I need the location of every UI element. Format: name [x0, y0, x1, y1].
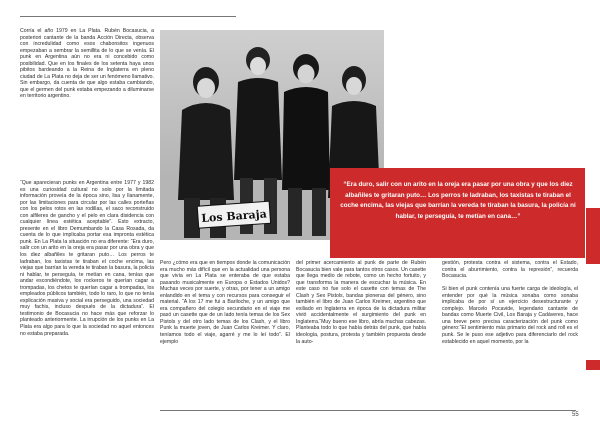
article-col1-bottom: “Que aparecieran punks en Argentina entre 1977 y 1982 es una curiosidad cultural no solo por la limitada información proveía de la época sino, lisa y llanamente, por las limitaciones para circular por las calles porteñas con los pelos rotos en las rodillas, el saco reconstruido con alfileres de gancho y el pelo en clara disidencia con cualquier línea estética aceptable”. Esto extracto, presente en el libro Demumbando la Casa Rosada, da cuenta de lo que implicaba portar esa impronta estética punk. En La Plata la situación no era diferente: “Era duro, salir con un arito en la oreja era pasar por una obra y que los diez albañiles te gritaran puto… Los perros te ladraban, los taxistas te tiraban el coche encima, las viejas que barrían la vereda te tiraban la basura, la policía ni hablar, te perseguía, te metían en cana, tenías que andar escondiéndote, los rockeros te querían cagar a trompadas, los chetos te querían cagar a trompadas, los empleados públicos también, todo lo raro, lo que no tenía explicación masiva y social era perseguido, una sociedad muy fachis, incluso después de la dictadura”. El testimonio de Bocasucia no hace más que reforzar lo planteado anteriormente. La irrupción de los punks en La Plata era algo para lo que la sociedad no aquel entonces no estaba preparada.	[20, 180, 154, 337]
page-edge-tab	[586, 360, 600, 370]
article-col4: gestión, protesta contra el sistema, contra el Estado, contra el aburrimiento, contra la represión”, recuerda Bocasucia. Si bien el punk contenía una fuerte carga de ideología, el entender por qué la música sonaba como sonaba implicaba de por sí un ejercicio desestructurante y complejo. Marcelo Pocavide, legendario cantante de bandas como Muerte Civil, Los Baraja y Cadáveres, hace una breve pero precisa caracterización del punk como género:“El sentimiento más primario del rock and roll es el punk. Se le puso ese adjetivo para diferenciarlo del rock establecido en aquel momento, por la	[442, 260, 578, 345]
article-col2: Pero ¿cómo era que en tiempos donde la comunicación era mucho más difícil que en la actualidad una persona que vivía en La Plata se enteraba de que estaba pasando musicalmente en Europa o Estados Unidos? Muchas veces por suerte, y otras, por tener a un amigo enlandido en el tema y con recursos para conseguir el material. “A los 17 me fui a Bariloche, y un amigo que era compañero del colegio secundario en el viaje me pasó un casette que de un lado tenía temas de los Sex Pistols y del otro lado temas de los Clash, y el libro Punk la muerte joven, de Juan Carlos Kreimer. Y claro, teníamos todo el viaje, agarré y me lo leí todo”. El ejemplo	[160, 260, 290, 345]
bottom-rule	[160, 410, 576, 411]
page-edge-tab	[586, 208, 600, 264]
pull-quote: “Era duro, salir con un arito en la oreja era pasar por una obra y que los diez albañiles te gritaran puto… Los perros te ladraban, los taxistas te tiraban el coche encima, las viejas que barrían la vereda te tiraban la basura, la policía ni hablar, te perseguía, te metían en cana…”	[340, 181, 576, 220]
band-sign	[197, 201, 270, 228]
article-col1-top: Corría el año 1979 en La Plata. Rubén Bocasucia, a posteriori cantante de la banda Acción Directa, observa con incredulidad como esos chabonsitos ingenuos empezaban a sembrar la semillita de lo que se venía. El punk en Argentina aún no era ni concebido como posibilidad. Que en los finales de los setenta haya unos pibitos bardeando a la Reina de Inglaterra en pleno ciudad de La Plata no deja de ser un fenómeno llamativo. Sin embargo, da cuenta de que algo estaba cambiando, que el germen del punk estaba empezando a diluminarse en territorio argentino.	[20, 28, 154, 100]
band-sign-text: Los Baraja	[200, 207, 268, 225]
page-number: 55	[572, 412, 579, 418]
top-rule	[20, 16, 236, 17]
article-col3: del primer acercamiento al punk de parte de Rubén Bocasucia bien vale para tantos otros casos. Un casette que llega medio de rebote, como un hecho fortuito, y que transforma la manera de escuchar la música. En este caso no fue solo el casette con temas de The Clash y Sex Pistols, bandas pioneras del género, sino también el libro de Juan Carlos Kreimer, argentino que exiliado en Inglaterra en época de la dictadura militar vivió accidentalmente el surgimiento del punk en Inglaterra.“Muy bueno ese libro, abría muchas cabezas. Planteaba todo lo que había detrás del punk, que había ideología, postura, protesta y también propuesta desde la auto-	[296, 260, 426, 345]
